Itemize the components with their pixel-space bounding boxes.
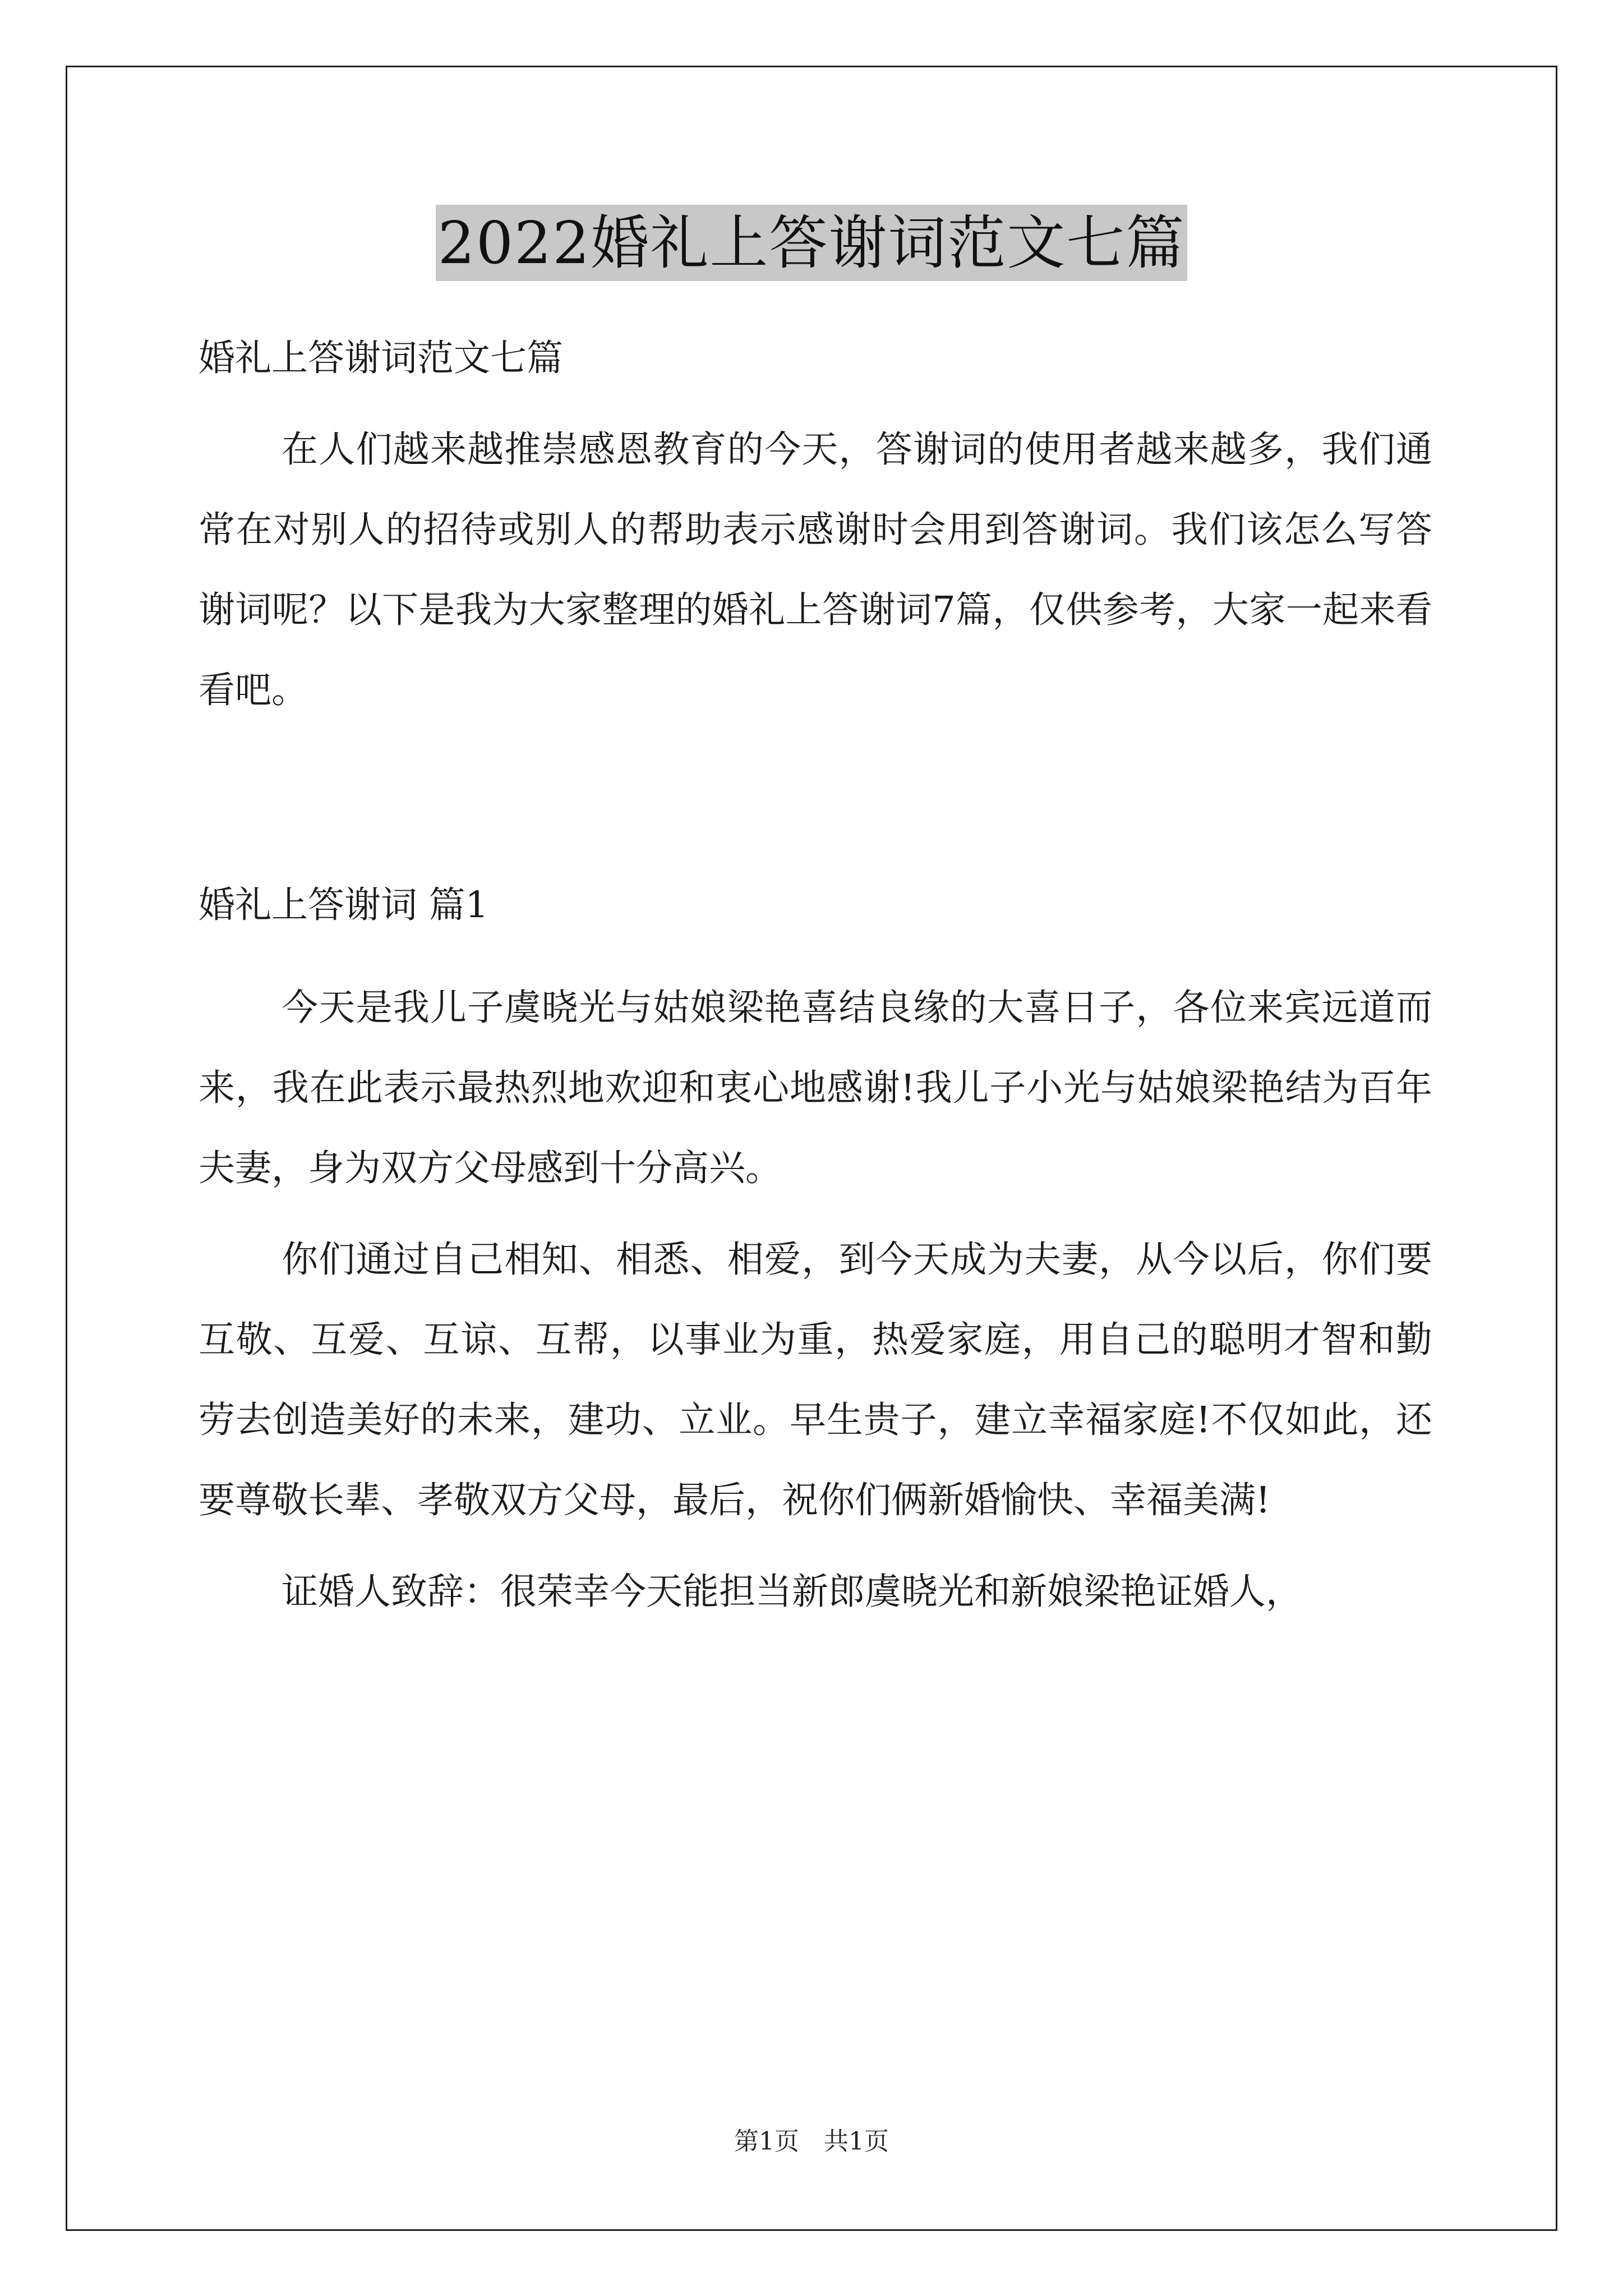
title-container [0, 205, 1623, 281]
document-body [199, 286, 1432, 1632]
body-paragraph: 今天是我儿子虞晓光与姑娘梁艳喜结良缘的大喜日子，各位来宾远道而来，我在此表示最热烈地欢迎和衷心地感谢!我儿子小光与姑娘梁艳结为百年夫妻，身为双方父母感到十分高兴。 [199, 987, 1432, 1189]
page-footer [0, 2125, 1623, 2159]
intro-paragraph: 在人们越来越推崇感恩教育的今天，答谢词的使用者越来越多，我们通常在对别人的招待或别人的帮助表示感谢时会用到答谢词。我们该怎么写答谢词呢？以下是我为大家整理的婚礼上答谢词7篇，仅供参考，大家一起来看看吧。 [199, 429, 1432, 711]
document-subtitle: 婚礼上答谢词范文七篇 [199, 337, 564, 379]
section-heading: 婚礼上答谢词 篇1 [199, 884, 489, 926]
document-title: 2022婚礼上答谢词范文七篇 [436, 205, 1188, 281]
body-paragraph: 证婚人致辞：很荣幸今天能担当新郎虞晓光和新娘梁艳证婚人， [282, 1571, 1303, 1613]
page-number: 第1页 共1页 [734, 2127, 889, 2156]
body-paragraph: 你们通过自己相知、相悉、相爱，到今天成为夫妻，从今以后，你们要互敬、互爱、互谅、互帮，以事业为重，热爱家庭，用自己的聪明才智和勤劳去创造美好的未来，建功、立业。早生贵子，建立幸福家庭!不仅如此，还要尊敬长辈、孝敬双方父母，最后，祝你们俩新婚愉快、幸福美满! [199, 1239, 1432, 1521]
